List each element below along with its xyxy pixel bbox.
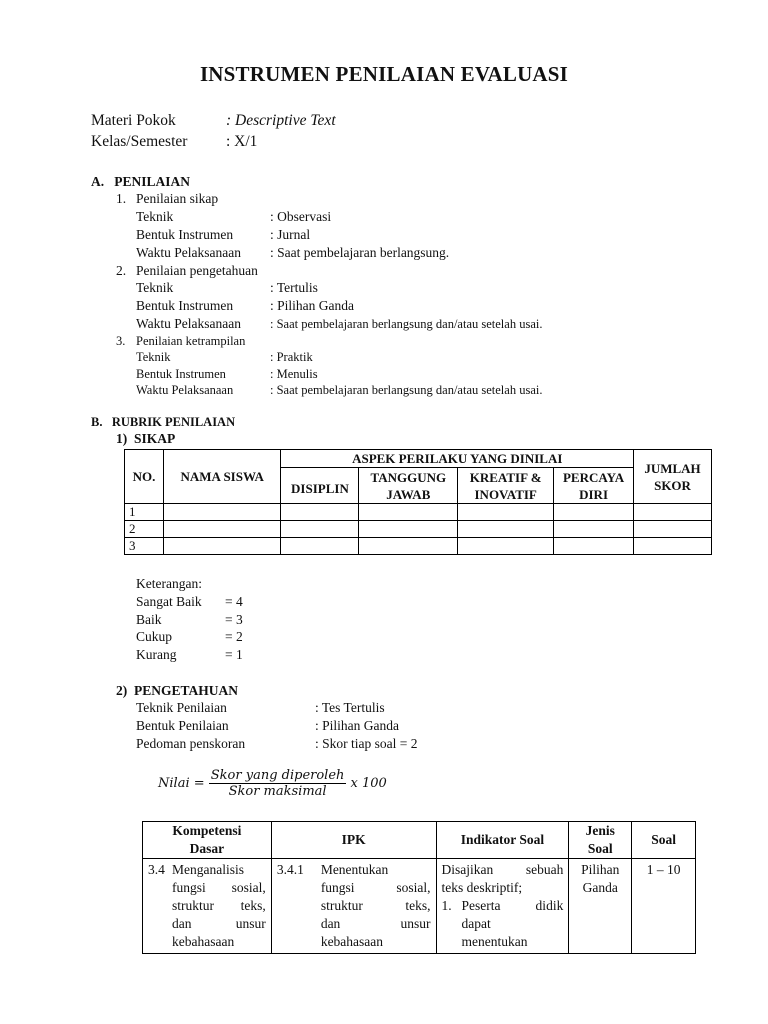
formula-lhs: Nilai = xyxy=(158,776,205,791)
item-1-value-3: : Saat pembelajaran berlangsung. xyxy=(270,245,450,260)
ipk-number: 3.4.1 xyxy=(276,862,304,877)
kd-header-indikator: Indikator Soal xyxy=(436,822,569,859)
sikap-header-percaya: PERCAYA DIRI xyxy=(554,468,634,504)
row-number: 1 xyxy=(125,504,164,521)
nilai-formula xyxy=(158,768,387,799)
keterangan-value-3: = 2 xyxy=(225,629,243,644)
item-2-value-2: : Pilihan Ganda xyxy=(270,298,354,313)
kd-header-jenis: Jenis Soal xyxy=(569,822,632,859)
item-2-value-1: : Tertulis xyxy=(270,280,318,295)
kd-header-kompetensi: Kompetensi Dasar xyxy=(143,822,272,859)
kd-header-ipk: IPK xyxy=(271,822,436,859)
jenis-cell: Pilihan Ganda xyxy=(569,859,632,954)
item-2-label-3: Waktu Pelaksanaan xyxy=(136,316,242,331)
item-3-label-3: Waktu Pelaksanaan xyxy=(136,383,234,397)
table-row xyxy=(125,538,712,555)
sikap-header-disiplin: DISIPLIN xyxy=(281,468,359,504)
pengetahuan-value-2: : Pilihan Ganda xyxy=(315,718,399,733)
pengetahuan-label-3: Pedoman penskoran xyxy=(136,736,246,751)
table-row xyxy=(125,521,712,538)
kd-cell: 3.4 Menganalisis fungsi sosial, struktur teks, dan unsur kebahasaan xyxy=(143,859,272,954)
formula-denominator: Skor maksimal xyxy=(228,784,327,799)
item-1-title: Penilaian sikap xyxy=(136,191,219,206)
item-1-num: 1. xyxy=(116,191,127,206)
keterangan-value-4: = 1 xyxy=(225,647,243,662)
formula-fraction xyxy=(209,768,347,799)
item-2-num: 2. xyxy=(116,263,127,278)
keterangan-value-1: = 4 xyxy=(225,594,243,609)
formula-rhs: x 100 xyxy=(350,776,387,791)
meta-value-kelas: : X/1 xyxy=(226,133,258,150)
kd-number: 3.4 xyxy=(148,862,165,877)
keterangan-label-3: Cukup xyxy=(136,629,173,644)
pengetahuan-heading: 2) PENGETAHUAN xyxy=(116,683,239,698)
meta-label-kelas: Kelas/Semester xyxy=(91,133,188,150)
sikap-header-kreatif: KREATIF & INOVATIF xyxy=(458,468,554,504)
section-b-heading: B. RUBRIK PENILAIAN xyxy=(91,415,236,429)
sikap-heading: 1) SIKAP xyxy=(116,431,176,446)
item-1-value-2: : Jurnal xyxy=(270,227,311,242)
table-row xyxy=(143,859,696,954)
pengetahuan-label-2: Bentuk Penilaian xyxy=(136,718,229,733)
item-3-value-2: : Menulis xyxy=(270,367,318,381)
keterangan-label-2: Baik xyxy=(136,612,162,627)
pengetahuan-value-1: : Tes Tertulis xyxy=(315,700,385,715)
meta-label-materi: Materi Pokok xyxy=(91,112,176,129)
section-a-heading: A. PENILAIAN xyxy=(91,174,191,189)
indikator-cell: Disajikan sebuah teks deskriptif; 1. Peserta didik dapat menentukan xyxy=(436,859,569,954)
pengetahuan-label-1: Teknik Penilaian xyxy=(136,700,227,715)
sikap-header-tanggung: TANGGUNG JAWAB xyxy=(359,468,458,504)
item-2-value-3: : Saat pembelajaran berlangsung dan/atau setelah usai. xyxy=(270,317,543,331)
formula-numerator: Skor yang diperoleh xyxy=(210,768,345,783)
sikap-header-aspek: ASPEK PERILAKU YANG DINILAI xyxy=(281,450,634,468)
keterangan-label-4: Kurang xyxy=(136,647,177,662)
keterangan-value-2: = 3 xyxy=(225,612,243,627)
row-number: 2 xyxy=(125,521,164,538)
item-1-label-1: Teknik xyxy=(136,209,174,224)
page-title: INSTRUMEN PENILAIAN EVALUASI xyxy=(199,62,569,86)
item-3-value-1: : Praktik xyxy=(270,350,313,364)
item-2-title: Penilaian pengetahuan xyxy=(136,263,258,278)
item-3-title: Penilaian ketrampilan xyxy=(136,334,246,348)
sikap-header-nama: NAMA SISWA xyxy=(163,450,281,504)
soal-cell: 1 – 10 xyxy=(632,859,696,954)
item-1-value-1: : Observasi xyxy=(270,209,332,224)
keterangan-title: Keterangan: xyxy=(136,576,202,591)
sikap-header-no: NO. xyxy=(125,450,164,504)
item-2-label-1: Teknik xyxy=(136,280,174,295)
item-2-label-2: Bentuk Instrumen xyxy=(136,298,234,313)
item-3-label-1: Teknik xyxy=(136,350,171,364)
kompetensi-table xyxy=(142,821,696,954)
sikap-header-jumlah: JUMLAH SKOR xyxy=(634,450,712,504)
table-row xyxy=(125,504,712,521)
item-3-num: 3. xyxy=(116,334,126,348)
sikap-table xyxy=(124,449,712,555)
keterangan-label-1: Sangat Baik xyxy=(136,594,202,609)
meta-value-materi: : Descriptive Text xyxy=(226,112,336,129)
item-1-label-3: Waktu Pelaksanaan xyxy=(136,245,242,260)
item-3-label-2: Bentuk Instrumen xyxy=(136,367,226,381)
item-1-label-2: Bentuk Instrumen xyxy=(136,227,234,242)
pengetahuan-value-3: : Skor tiap soal = 2 xyxy=(315,736,418,751)
kd-header-soal: Soal xyxy=(632,822,696,859)
ipk-cell: 3.4.1 Menentukan fungsi sosial, struktur teks, dan unsur kebahasaan xyxy=(271,859,436,954)
item-3-value-3: : Saat pembelajaran berlangsung dan/atau setelah usai. xyxy=(270,383,543,397)
row-number: 3 xyxy=(125,538,164,555)
